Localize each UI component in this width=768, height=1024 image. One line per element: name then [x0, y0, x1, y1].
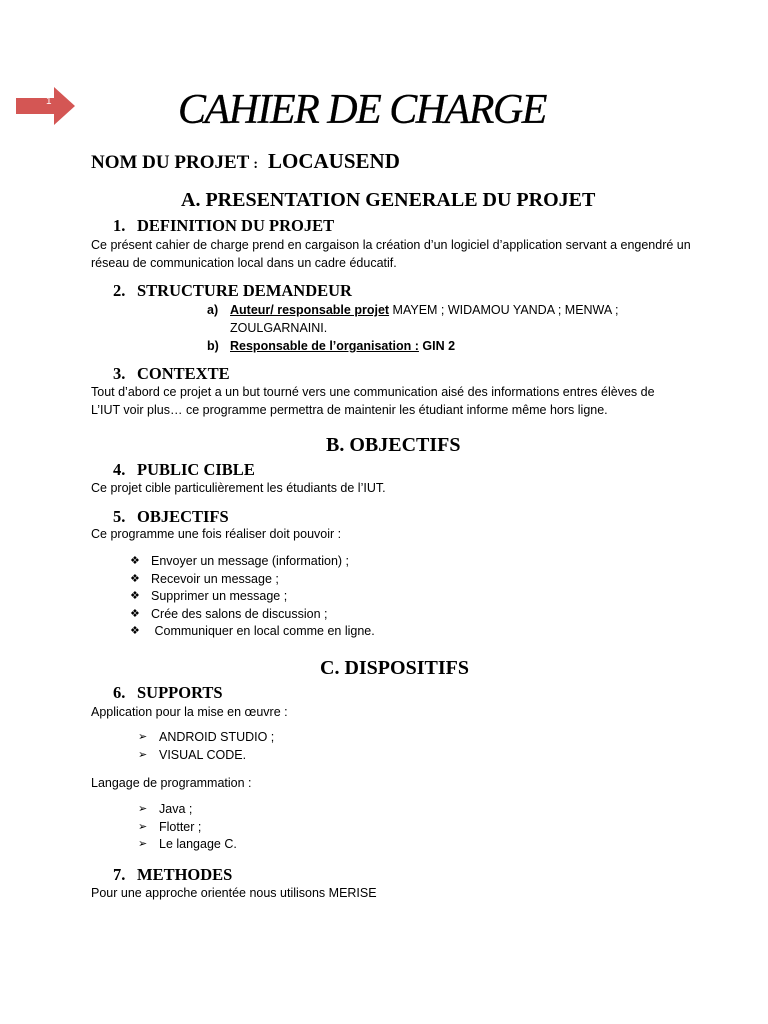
list-item — [130, 588, 375, 606]
objectifs-heading — [113, 507, 229, 527]
list-item — [130, 571, 375, 589]
document-title: CAHIER DE CHARGE — [178, 87, 546, 133]
public-cible-title: PUBLIC CIBLE — [137, 460, 255, 479]
objectifs-list — [130, 553, 375, 641]
definition-title: DEFINITION DU PROJET — [137, 216, 335, 235]
four-diamond-bullet-icon: ❖ — [130, 607, 140, 620]
list-item-text: VISUAL CODE. — [159, 747, 247, 762]
section-a-heading: A. PRESENTATION GENERALE DU PROJET — [181, 189, 596, 211]
structure-item-a-letter: a) — [207, 303, 219, 317]
list-item-text: Supprimer un message ; — [151, 589, 288, 604]
structure-item-b-value: GIN 2 — [418, 339, 456, 353]
list-item — [138, 801, 237, 819]
contexte-text: Tout d’abord ce projet a un but tourné vers une communication aisé des informations entres élèves de L’IUT voir plus… ce programme permettra de maintenir les étudiant informe même hors ligne. — [91, 385, 655, 417]
definition-text: Ce présent cahier de charge prend en cargaison la création d’un logiciel d’application servant a engendré un réseau de communication local dans un cadre éducatif. — [91, 238, 691, 270]
arrowhead-bullet-icon: ➢ — [138, 820, 148, 833]
project-colon: : — [253, 157, 258, 172]
public-cible-heading — [113, 460, 255, 480]
four-diamond-bullet-icon: ❖ — [130, 555, 140, 567]
list-item-text: Communiquer en local comme en ligne. — [151, 624, 375, 639]
structure-heading — [113, 281, 352, 301]
public-cible-number: 4. — [113, 460, 126, 479]
methodes-number: 7. — [113, 865, 126, 884]
list-item-text: Recevoir un message ; — [151, 571, 279, 586]
list-item-text: Java ; — [159, 802, 193, 816]
structure-item-a-label: Auteur/ responsable projet — [230, 303, 390, 317]
project-name-line — [91, 149, 400, 174]
structure-item-b-label: Responsable de l’organisation : — [230, 339, 419, 353]
four-diamond-bullet-icon: ❖ — [130, 590, 140, 603]
project-label: NOM DU PROJET — [91, 152, 250, 173]
arrowhead-bullet-icon: ➢ — [138, 838, 148, 850]
page-number: 1 — [46, 96, 52, 107]
languages-intro: Langage de programmation : — [91, 776, 252, 790]
four-diamond-bullet-icon: ❖ — [130, 625, 140, 638]
methodes-text: Pour une approche orientée nous utilisons MERISE — [91, 886, 377, 900]
contexte-title: CONTEXTE — [137, 364, 230, 383]
structure-item-b — [207, 337, 455, 355]
list-item — [130, 606, 375, 624]
section-b-heading: B. OBJECTIFS — [326, 434, 461, 456]
list-item-text: Flotter ; — [159, 819, 202, 834]
list-item-text: Envoyer un message (information) ; — [151, 554, 350, 568]
list-item — [130, 623, 375, 641]
list-item-text: Crée des salons de discussion ; — [151, 606, 328, 621]
supports-title: SUPPORTS — [137, 683, 223, 702]
definition-number: 1. — [113, 216, 126, 235]
definition-heading — [113, 216, 334, 236]
list-item-text: Le langage C. — [159, 837, 237, 851]
arrowhead-bullet-icon: ➢ — [138, 748, 148, 761]
contexte-heading — [113, 364, 230, 384]
objectifs-intro: Ce programme une fois réaliser doit pouvoir : — [91, 527, 342, 541]
supports-heading — [113, 683, 223, 703]
supports-number: 6. — [113, 683, 126, 702]
project-name: LOCAUSEND — [268, 149, 400, 173]
structure-item-a — [207, 301, 618, 319]
objectifs-title: OBJECTIFS — [137, 507, 229, 526]
page-number-arrow — [16, 87, 76, 125]
list-item — [138, 729, 274, 747]
arrowhead-bullet-icon: ➢ — [138, 731, 148, 743]
contexte-number: 3. — [113, 364, 126, 383]
methodes-heading — [113, 865, 232, 885]
section-c-heading: C. DISPOSITIFS — [320, 657, 469, 679]
structure-title: STRUCTURE DEMANDEUR — [137, 281, 352, 300]
structure-item-b-letter: b) — [207, 339, 219, 353]
list-item — [130, 553, 375, 571]
four-diamond-bullet-icon: ❖ — [130, 572, 140, 585]
structure-number: 2. — [113, 281, 126, 300]
public-cible-text: Ce projet cible particulièrement les étudiants de l’IUT. — [91, 481, 386, 495]
list-item — [138, 836, 237, 854]
arrowhead-bullet-icon: ➢ — [138, 803, 148, 815]
tools-list — [138, 729, 274, 764]
languages-list — [138, 801, 237, 854]
supports-intro: Application pour la mise en œuvre : — [91, 705, 288, 719]
objectifs-number: 5. — [113, 507, 126, 526]
list-item-text: ANDROID STUDIO ; — [159, 730, 275, 744]
methodes-title: METHODES — [137, 865, 233, 884]
structure-item-a-continued: ZOULGARNAINI. — [230, 321, 328, 335]
structure-item-a-value: MAYEM ; WIDAMOU YANDA ; MENWA ; — [389, 303, 619, 317]
list-item — [138, 819, 237, 837]
list-item — [138, 747, 274, 765]
